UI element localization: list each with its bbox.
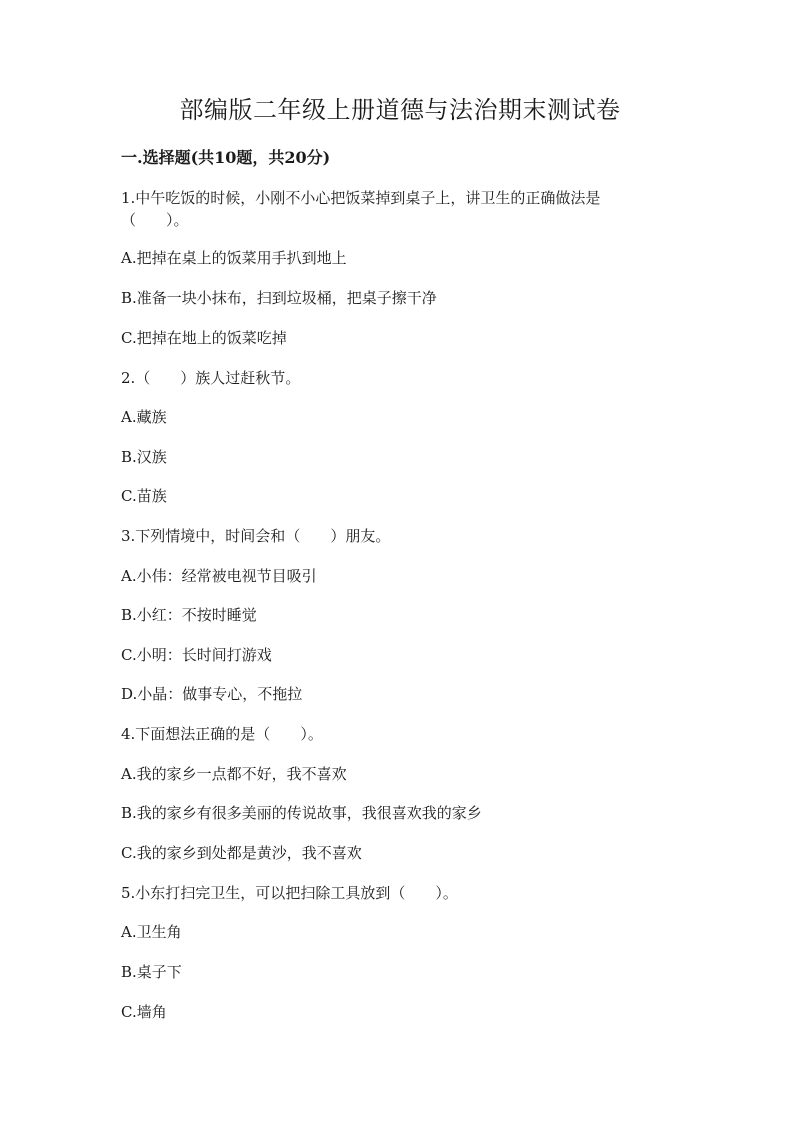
question-5-option-b: B.桌子下 bbox=[121, 963, 182, 981]
question-3-option-a: A.小伟：经常被电视节目吸引 bbox=[121, 567, 317, 585]
question-5-option-c: C.墙角 bbox=[121, 1003, 167, 1021]
question-1-option-a: A.把掉在桌上的饭菜用手扒到地上 bbox=[121, 249, 347, 267]
page-title: 部编版二年级上册道德与法治期末测试卷 bbox=[179, 96, 621, 124]
question-5-option-a: A.卫生角 bbox=[121, 923, 182, 941]
question-1-option-b: B.准备一块小抹布，扫到垃圾桶，把桌子擦干净 bbox=[121, 289, 437, 307]
question-5-stem: 5.小东打扫完卫生，可以把扫除工具放到（ ）。 bbox=[121, 884, 458, 902]
section-heading: 一.选择题(共10题，共20分) bbox=[121, 148, 331, 167]
question-1-stem-line-1: 1.中午吃饭的时候，小刚不小心把饭菜掉到桌子上，讲卫生的正确做法是 bbox=[121, 189, 601, 207]
question-4-option-b: B.我的家乡有很多美丽的传说故事，我很喜欢我的家乡 bbox=[121, 804, 482, 822]
question-2-stem: 2.（ ）族人过赶秋节。 bbox=[121, 369, 301, 387]
question-1-stem-line-2: （ ）。 bbox=[121, 211, 189, 229]
question-3-option-b: B.小红：不按时睡觉 bbox=[121, 606, 257, 624]
question-2-option-c: C.苗族 bbox=[121, 487, 167, 505]
question-4-stem: 4.下面想法正确的是（ ）。 bbox=[121, 725, 323, 743]
question-4-option-a: A.我的家乡一点都不好，我不喜欢 bbox=[121, 765, 347, 783]
question-3-option-c: C.小明：长时间打游戏 bbox=[121, 646, 272, 664]
question-1-option-c: C.把掉在地上的饭菜吃掉 bbox=[121, 329, 287, 347]
question-2-option-a: A.藏族 bbox=[121, 408, 167, 426]
question-3-stem: 3.下列情境中，时间会和（ ）朋友。 bbox=[121, 527, 391, 545]
question-4-option-c: C.我的家乡到处都是黄沙，我不喜欢 bbox=[121, 844, 362, 862]
question-3-option-d: D.小晶：做事专心，不拖拉 bbox=[121, 685, 303, 703]
question-2-option-b: B.汉族 bbox=[121, 448, 167, 466]
